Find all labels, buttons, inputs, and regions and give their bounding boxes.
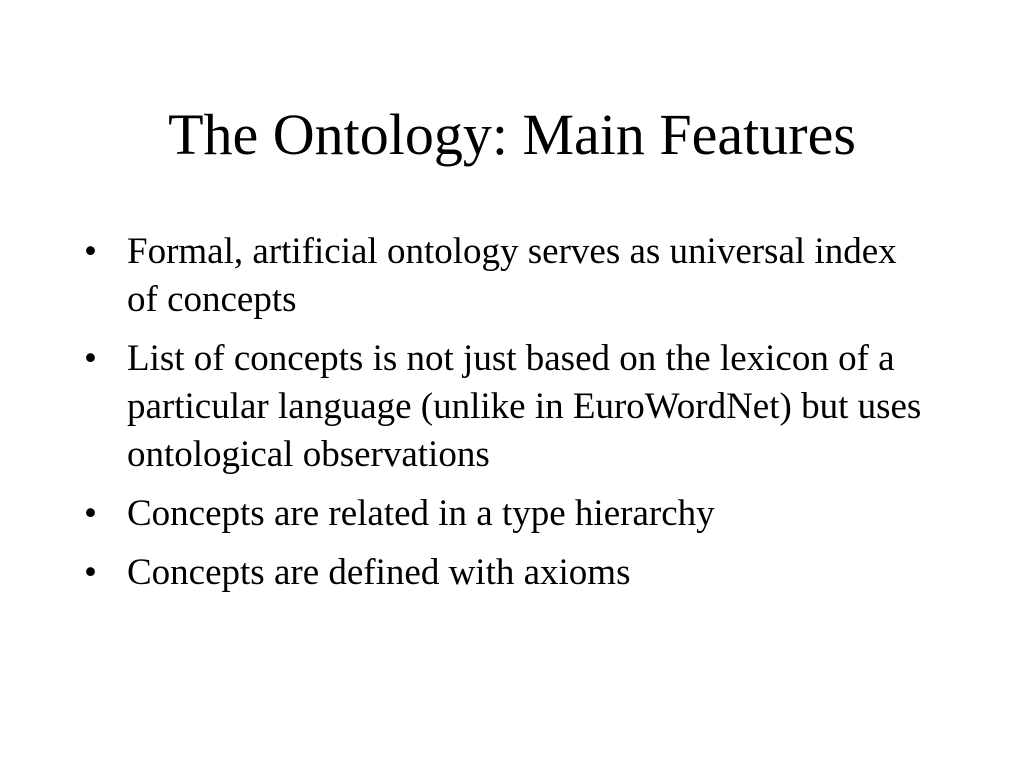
bullet-text: List of concepts is not just based on the lexicon of a particular language (unlike in EuroWordNet) but uses ontological observations <box>127 338 922 475</box>
bullet-icon: • <box>84 493 97 534</box>
bullet-text: Concepts are defined with axioms <box>127 552 631 593</box>
bullet-icon: • <box>84 552 97 593</box>
bullet-item <box>82 228 922 324</box>
bullet-item <box>82 335 922 479</box>
bullet-text: Formal, artificial ontology serves as universal index of concepts <box>127 231 897 320</box>
bullet-icon: • <box>84 338 97 379</box>
bullet-item <box>82 490 922 538</box>
slide-title: The Ontology: Main Features <box>168 102 856 167</box>
bullet-icon: • <box>84 231 97 272</box>
bullet-text: Concepts are related in a type hierarchy <box>127 493 715 534</box>
bullet-item <box>82 549 922 597</box>
bullet-list <box>82 228 922 608</box>
